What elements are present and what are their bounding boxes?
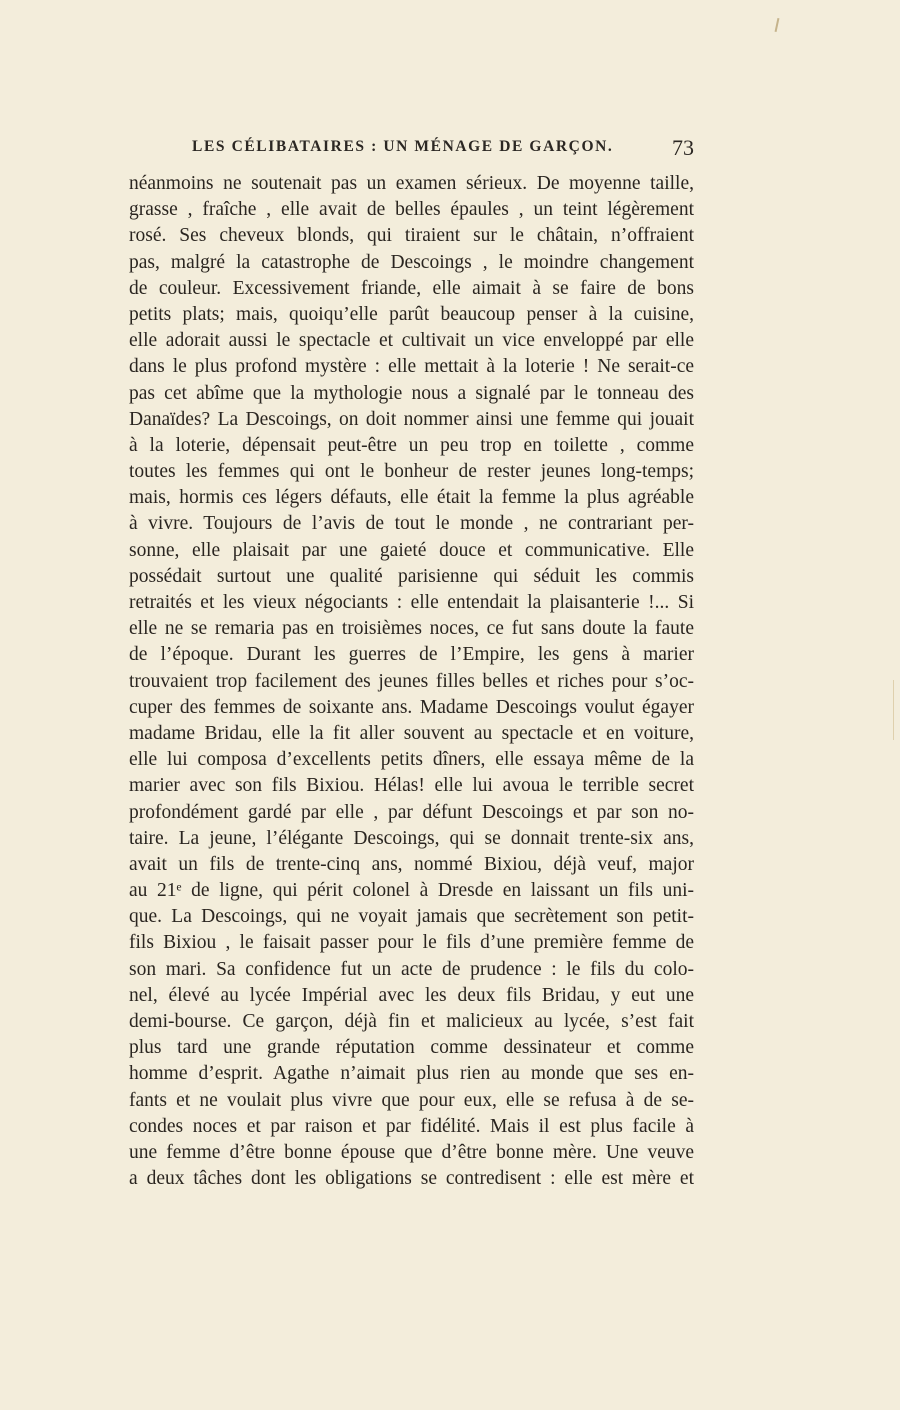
text-line: trouvaient trop facilement des jeunes filles belles et riches pour s’oc- [129, 670, 694, 692]
text-line: dans le plus profond mystère : elle mettait à la loterie ! Ne serait-ce [129, 356, 694, 378]
text-line: pas cet abîme que la mythologie nous a signalé par le tonneau des [129, 382, 694, 404]
text-line: a deux tâches dont les obligations se contredisent : elle est mère et [129, 1168, 694, 1190]
text-line: plus tard une grande réputation comme dessinateur et comme [129, 1037, 694, 1059]
page-header [192, 135, 698, 164]
text-line: elle ne se remaria pas en troisièmes noces, ce fut sans doute la faute [129, 618, 694, 640]
text-line: fants et ne voulait plus vivre que pour eux, elle se refusa à de se- [129, 1089, 694, 1111]
text-line: petits plats; mais, quoiqu’elle parût beaucoup penser à la cuisine, [129, 303, 694, 325]
text-line: profondément gardé par elle , par défunt Descoings et par son no- [129, 801, 694, 823]
text-line: madame Bridau, elle la fit aller souvent au spectacle et en voiture, [129, 722, 694, 744]
margin-mark [775, 18, 780, 32]
text-line: à la loterie, dépensait peut-être un peu trop en toilette , comme [129, 434, 694, 456]
page-edge-mark [893, 680, 894, 740]
text-line: que. La Descoings, qui ne voyait jamais que secrètement son petit- [129, 906, 694, 928]
text-line: demi-bourse. Ce garçon, déjà fin et malicieux au lycée, s’est fait [129, 1011, 694, 1032]
text-line: avait un fils de trente-cinq ans, nommé Bixiou, déjà veuf, major [129, 853, 694, 875]
text-line: au 21ᵉ de ligne, qui périt colonel à Dresde en laissant un fils uni- [129, 880, 694, 902]
text-line: elle adorait aussi le spectacle et cultivait un vice enveloppé par elle [129, 330, 694, 352]
text-line: taire. La jeune, l’élégante Descoings, qui se donnait trente-six ans, [129, 827, 694, 849]
body-text [129, 171, 694, 1192]
text-line: grasse , fraîche , elle avait de belles épaules , un teint légèrement [129, 199, 694, 221]
text-line: nel, élevé au lycée Impérial avec les deux fils Bridau, y eut une [129, 984, 694, 1006]
text-line: son mari. Sa confidence fut un acte de prudence : le fils du colo- [129, 958, 694, 980]
running-title: LES CÉLIBATAIRES : UN MÉNAGE DE GARÇON. [192, 138, 614, 155]
text-line: condes noces et par raison et par fidélité. Mais il est plus facile à [129, 1115, 694, 1137]
text-line: marier avec son fils Bixiou. Hélas! elle lui avoua le terrible secret [129, 775, 694, 797]
text-line: retraités et les vieux négociants : elle entendait la plaisanterie !... Si [129, 592, 694, 613]
text-line: toutes les femmes qui ont le bonheur de rester jeunes long-temps; [129, 461, 694, 483]
text-line: de couleur. Excessivement friande, elle aimait à se faire de bons [129, 277, 694, 299]
text-line: de l’époque. Durant les guerres de l’Empire, les gens à marier [129, 644, 694, 666]
page-number: 73 [672, 135, 694, 160]
text-line: cuper des femmes de soixante ans. Madame Descoings voulut égayer [129, 696, 694, 718]
text-line: fils Bixiou , le faisait passer pour le fils d’une première femme de [129, 932, 694, 954]
text-line: néanmoins ne soutenait pas un examen sérieux. De moyenne taille, [129, 173, 694, 194]
text-line: pas, malgré la catastrophe de Descoings , le moindre changement [129, 251, 694, 273]
text-line: une femme d’être bonne épouse que d’être bonne mère. Une veuve [129, 1141, 694, 1163]
text-line: possédait surtout une qualité parisienne qui séduit les commis [129, 565, 694, 587]
text-line: Danaïdes? La Descoings, on doit nommer ainsi une femme qui jouait [129, 408, 694, 430]
text-line: sonne, elle plaisait par une gaieté douce et communicative. Elle [129, 539, 694, 561]
text-line: mais, hormis ces légers défauts, elle était la femme la plus agréable [129, 487, 694, 509]
text-line: elle lui composa d’excellents petits dîners, elle essaya même de la [129, 749, 694, 771]
text-line: homme d’esprit. Agathe n’aimait plus rien au monde que ses en- [129, 1063, 694, 1085]
text-line: rosé. Ses cheveux blonds, qui tiraient sur le châtain, n’offraient [129, 225, 694, 247]
text-line: à vivre. Toujours de l’avis de tout le monde , ne contrariant per- [129, 513, 694, 535]
